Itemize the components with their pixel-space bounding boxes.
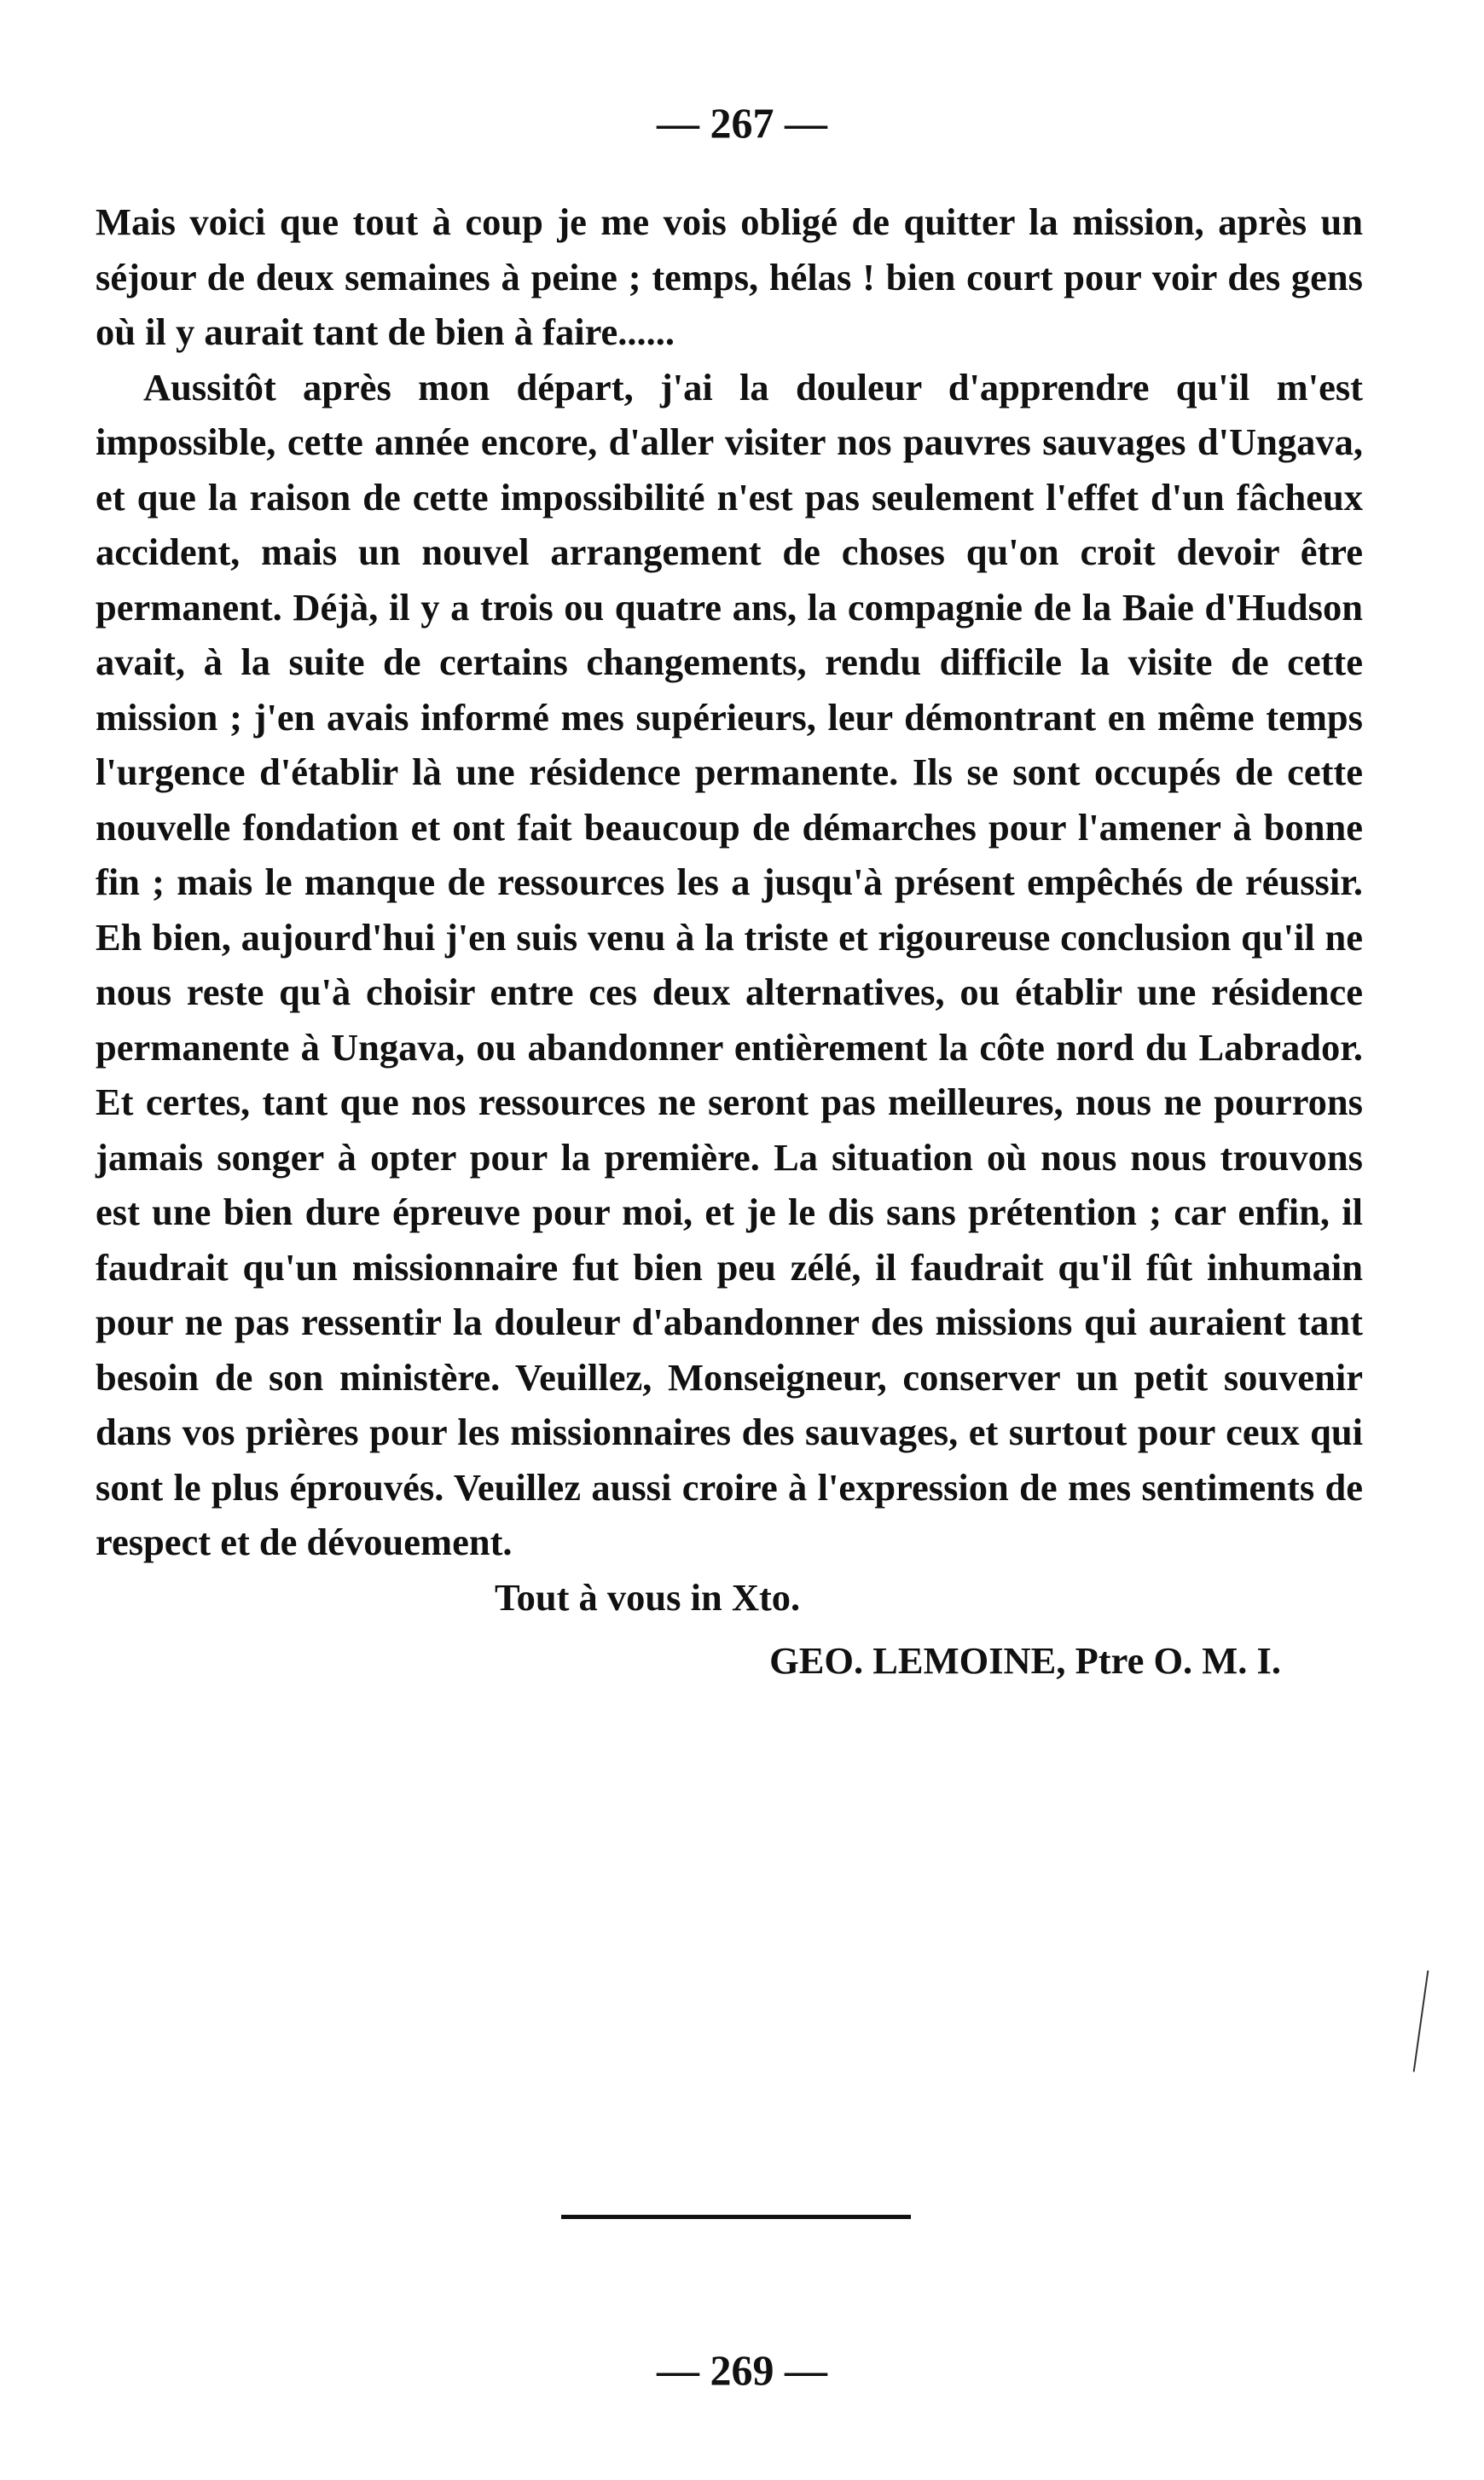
section-divider-rule	[561, 2215, 911, 2219]
paragraph-1: Mais voici que tout à coup je me vois obligé de quitter la mission, après un séjour de deux semaines à peine ; temps, hélas ! bien court pour voir des gens où il y aurait tant de bien à faire......	[96, 200, 1363, 353]
page-number-bottom: — 269 —	[657, 2346, 827, 2394]
closing-salutation: Tout à vous in Xto.	[495, 1575, 801, 1619]
page-number-top: — 267 —	[657, 99, 827, 147]
letter-body	[96, 194, 1363, 1689]
signature: GEO. LEMOINE, Ptre O. M. I.	[769, 1639, 1281, 1682]
margin-pen-mark	[1413, 1970, 1429, 2071]
paragraph-2: Aussitôt après mon départ, j'ai la douleur d'apprendre qu'il m'est impossible, cette année encore, d'aller visiter nos pauvres sauvages d'Ungava, et que la raison de cette impossibilité n'est pas seulement l'effet d'un fâcheux accident, mais un nouvel arrangement de choses qu'on croit devoir être permanent. Déjà, il y a trois ou quatre ans, la compagnie de la Baie d'Hudson avait, à la suite de certains changements, rendu difficile la visite de cette mission ; j'en avais informé mes supérieurs, leur démontrant en même temps l'urgence d'établir là une résidence permanente. Ils se sont occupés de cette nouvelle fondation et ont fait beaucoup de démarches pour l'amener à bonne fin ; mais le manque de ressources les a jusqu'à présent empêchés de réussir. Eh bien, aujourd'hui j'en suis venu à la triste et rigoureuse conclusion qu'il ne nous reste qu'à choisir entre ces deux alternatives, ou établir une résidence permanente à Ungava, ou abandonner entièrement la côte nord du Labrador. Et certes, tant que nos ressources ne seront pas meilleures, nous ne pourrons jamais songer à opter pour la première. La situation où nous nous trouvons est une bien dure épreuve pour moi, et je le dis sans prétention ; car enfin, il faudrait qu'un missionnaire fut bien peu zélé, il faudrait qu'il fût inhumain pour ne pas ressentir la douleur d'abandonner des missions qui auraient tant besoin de son ministère. Veuillez, Monseigneur, conserver un petit souvenir dans vos prières pour les missionnaires des sauvages, et surtout pour ceux qui sont le plus éprouvés. Veuillez aussi croire à l'expression de mes sentiments de respect et de dévouement.	[96, 365, 1363, 1563]
